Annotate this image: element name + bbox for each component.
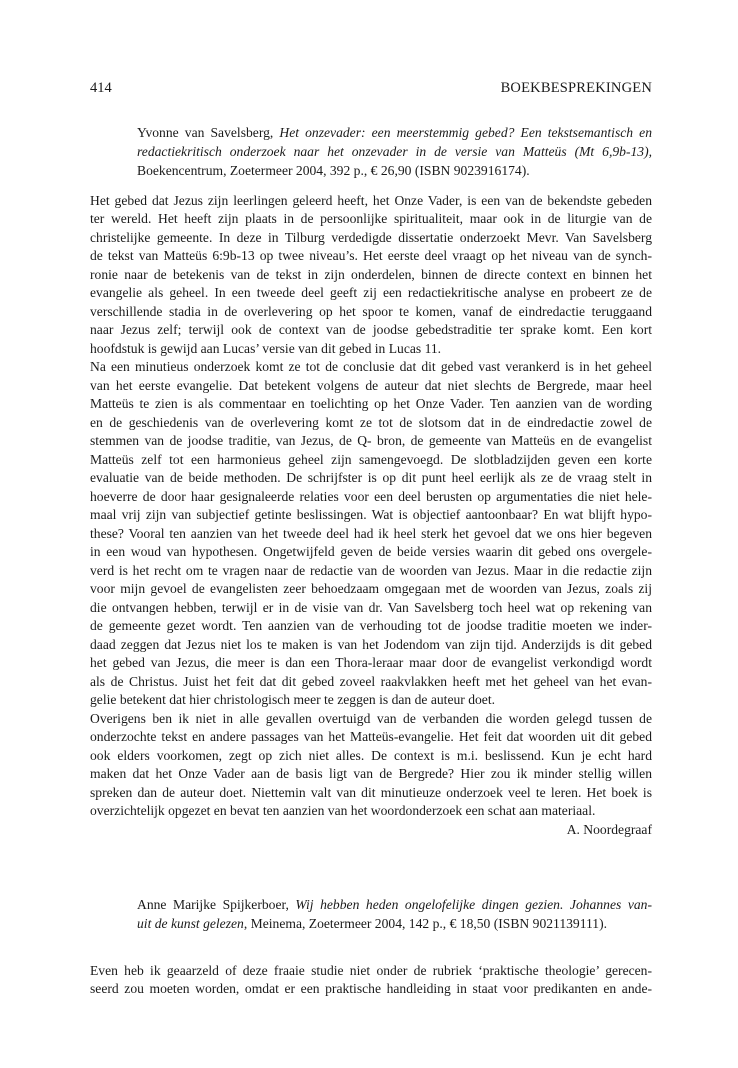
book-citation-line: [137, 914, 652, 933]
body-text-line: ter wereld. Het heeft zijn plaats in de persoonlijke spiritualiteit, maar ook in de liturgie van de: [90, 211, 652, 226]
book-citation-line: [137, 123, 652, 142]
body-text-line: als de Christus. Juist het feit dat dit gebed zoveel raakvlakken heeft met het geheel van het evan-: [90, 673, 652, 689]
body-text-line: overzichtelijk opgezet en bevat ten aanzien van het woordonderzoek een schat aan materiaal.: [90, 803, 596, 818]
body-text-line: ook elders voorkomen, zegt op zich niet alles. De context is m.i. beslissend. Kun je echt hard: [90, 747, 652, 763]
body-text-line: Overigens ben ik niet in alle gevallen overtuigd van de verbanden die worden gelegd tussen de: [90, 710, 652, 726]
citation-text: Yvonne van Savelsberg,: [137, 124, 280, 140]
book-citation-line: [137, 895, 652, 914]
reviewer-name: A. Noordegraaf: [566, 821, 652, 837]
body-text-line: voor mijn gevoel de evangelisten zeer behoedzaam omgegaan met de woorden van Jezus, zoals zij: [90, 581, 652, 596]
body-text-line: evangelie als geheel. In een tweede deel geeft zij een redactiekritische analyse en probeert ze de: [90, 285, 652, 300]
body-text-line: these? Vooral ten aanzien van het tweede deel had ik heel sterk het gevoel dat we ons hier begeven: [90, 525, 652, 541]
citation-text: , Meinema, Zoetermeer 2004, 142 p., € 18,50 (ISBN 9021139111).: [243, 915, 608, 931]
running-title: BOEKBESPREKINGEN: [500, 80, 652, 96]
body-text-line: Na een minutieus onderzoek komt ze tot de conclusie dat dit gebed vast verankerd is in het geheel: [90, 359, 652, 374]
body-text-line: seerd zou moeten worden, omdat er een praktische handleiding in staat voor predikanten en ande-: [90, 981, 652, 996]
book-citation-line: [137, 142, 652, 161]
body-text-line: christelijke gemeente. In deze in Tilburg verdedigde dissertatie onderzoekt Mevr. Van Savelsberg: [90, 229, 652, 245]
body-text-line: het gebed van Jezus, die meer is dan een Thora-leraar maar door de evangelist verkondigd wordt: [90, 655, 652, 670]
body-text-line: verschillende stadia in de overlevering op het spoor te komen, vanaf de eindredactie teruggaand: [90, 303, 652, 319]
body-text-line: en de geschiedenis van de overlevering komt ze tot de slotsom dat in de eindredactie zowel de: [90, 414, 652, 430]
body-text-line: Matteüs zelf tot een harmonieus geheel zijn samengevoegd. De slotbladzijden geven een korte: [90, 451, 652, 467]
citation-text: Boekencentrum, Zoetermeer 2004, 392 p., € 26,90 (ISBN 9023916174).: [137, 163, 530, 179]
book-title-text: redactiekritisch onderzoek naar het onzevader in de versie van Matteüs (Mt 6,9b-13),: [137, 143, 652, 159]
body-text-line: stemmen van de joodse traditie, van Jezus, de Q- bron, de gemeente van Matteüs en de evangelist: [90, 433, 652, 448]
body-text-line: de tekst van Matteüs 6:9b-13 op twee niveau’s. Het eerste deel vraagt op het niveau van de synch-: [90, 248, 652, 263]
body-text-line: Het gebed dat Jezus zijn leerlingen geleerd heeft, het Onze Vader, is een van de bekendste gebeden: [90, 192, 652, 208]
body-text-line: evaluatie van de beide methoden. De schrijfster is op dit punt heel eerlijk als ze de vraag stelt in: [90, 470, 652, 485]
body-text-line: naar Jezus zelf; terwijl ook de context van de joodse gebedstraditie ter sprake komt. Een kort: [90, 322, 652, 337]
body-text-line: onderzochte tekst en andere passages van het Matteüs-evangelie. Het feit dat woorden uit dit gebed: [90, 729, 652, 744]
body-text-line: in een woud van hypothesen. Ongetwijfeld geven de beide versies waarin dit gebed ons overgele-: [90, 544, 652, 559]
body-text-line: spreken dan de auteur doet. Niettemin valt van dit minutieuze onderzoek veel te leren. Het boek is: [90, 784, 652, 800]
body-text-line: ronie naar de betekenis van de tekst in zijn onderdelen, binnen de directe context en binnen het: [90, 266, 652, 282]
body-text-line: verd is het recht om te vragen naar de redactie van de woorden van Jezus. Maar in die redactie zijn: [90, 562, 652, 578]
book-title-text: Wij hebben heden ongelofelijke dingen gezien. Johannes van-: [295, 896, 652, 912]
body-text-line: Matteüs te zien is als commentaar en toelichting op het Onze Vader. Ten aanzien van de wording: [90, 396, 652, 411]
body-text-line: daad zeggen dat Jezus niet los te maken is van het Jodendom van zijn tijd. Anderzijds is dit gebed: [90, 636, 652, 652]
body-text-line: maken dat het Onze Vader aan de basis ligt van de Bergrede? Hier zou ik minder stellig willen: [90, 766, 652, 781]
body-text-line: de gemeente gezet wordt. Ten aanzien van de verhouding tot de joodse traditie moeten we inder-: [90, 618, 652, 633]
body-text-line: die ontvangen hebben, terwijl er in de visie van dr. Van Savelsberg toch heel wat op rekening van: [90, 599, 652, 615]
book-title-text: Het onzevader: een meerstemmig gebed? Een tekstsemantisch en: [279, 124, 652, 140]
citation-text: Anne Marijke Spijkerboer,: [137, 896, 296, 912]
book-citation-line: [137, 161, 652, 180]
body-text-line: gelie betekent dat hier christologisch meer te zeggen is dan de auteur doet.: [90, 692, 496, 707]
body-text-line: hoeverre de door haar gesignaleerde relaties voor een deel berusten op argumentaties die niet hele-: [90, 488, 652, 504]
body-text-line: hoofdstuk is gewijd aan Lucas’ versie van dit gebed in Lucas 11.: [90, 340, 442, 356]
page-number: 414: [90, 80, 112, 96]
body-text-line: van het eerste evangelie. Dat betekent volgens de auteur dat niet slechts de Bergrede, maar heel: [90, 377, 652, 393]
body-text-line: maal vrij zijn van subjectief getinte beslissingen. Wat is objectief aantoonbaar? En wat blijft hypo-: [90, 507, 652, 522]
body-text-line: Even heb ik geaarzeld of deze fraaie studie niet onder de rubriek ‘praktische theologie’ gerecen-: [90, 962, 652, 978]
book-title-text: uit de kunst gelezen: [137, 915, 244, 931]
